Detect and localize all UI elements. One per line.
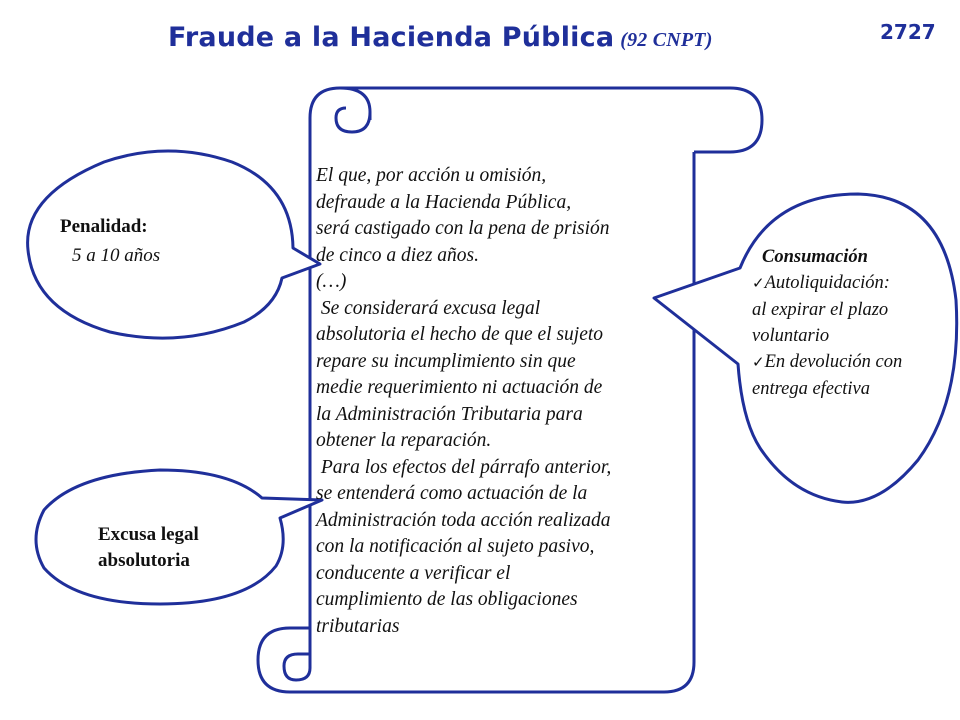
scroll-line: defraude a la Hacienda Pública, xyxy=(316,191,572,213)
scroll-line: cumplimiento de las obligaciones xyxy=(316,589,578,610)
scroll-line: (…) xyxy=(316,271,347,292)
consumacion-item-2 xyxy=(752,349,952,402)
title-reference: (92 CNPT) xyxy=(620,29,713,51)
consumacion-title: Consumación xyxy=(762,247,868,267)
penalidad-value: 5 a 10 años xyxy=(72,245,161,266)
scroll-line: repare su incumplimiento sin que xyxy=(316,350,576,372)
excusa-line-1: Excusa legal xyxy=(98,524,199,545)
scroll-line: se entenderá como actuación de la xyxy=(316,483,588,504)
consumacion-item-1 xyxy=(752,270,952,297)
title-main: Fraude a la Hacienda Pública xyxy=(168,22,615,53)
consumacion-item-1-label: Autoliquidación: xyxy=(764,273,890,293)
consumacion-callout xyxy=(752,244,952,402)
consumacion-item-2-label: En devolución con entrega efectiva xyxy=(752,352,903,399)
scroll-line: tributarias xyxy=(316,615,400,637)
scroll-line: será castigado con la pena de prisión xyxy=(316,218,610,239)
slide-number: 2727 xyxy=(880,20,936,44)
scroll-text xyxy=(316,163,688,640)
scroll-line: absolutoria el hecho de que el sujeto xyxy=(316,324,604,345)
scroll-line: Para los efectos del párrafo anterior, xyxy=(316,456,612,478)
scroll-line: Se considerará excusa legal xyxy=(316,297,541,319)
scroll-line: de cinco a diez años. xyxy=(316,244,480,266)
check-icon: ✓ xyxy=(752,276,765,292)
scroll-line: obtener la reparación. xyxy=(316,430,492,451)
scroll-line: la Administración Tributaria para xyxy=(316,403,583,425)
scroll-line: medie requerimiento ni actuación de xyxy=(316,377,603,398)
check-icon: ✓ xyxy=(752,355,765,371)
penalidad-title: Penalidad: xyxy=(60,216,148,237)
scroll-line: Administración toda acción realizada xyxy=(316,509,611,531)
excusa-line-2: absolutoria xyxy=(98,550,190,571)
scroll-line: El que, por acción u omisión, xyxy=(316,165,547,186)
excusa-label xyxy=(98,522,258,574)
consumacion-item-1-detail: al expirar el plazo voluntario xyxy=(752,300,889,346)
scroll-line: conducente a verificar el xyxy=(316,562,511,584)
scroll-line: con la notificación al sujeto pasivo, xyxy=(316,536,595,557)
